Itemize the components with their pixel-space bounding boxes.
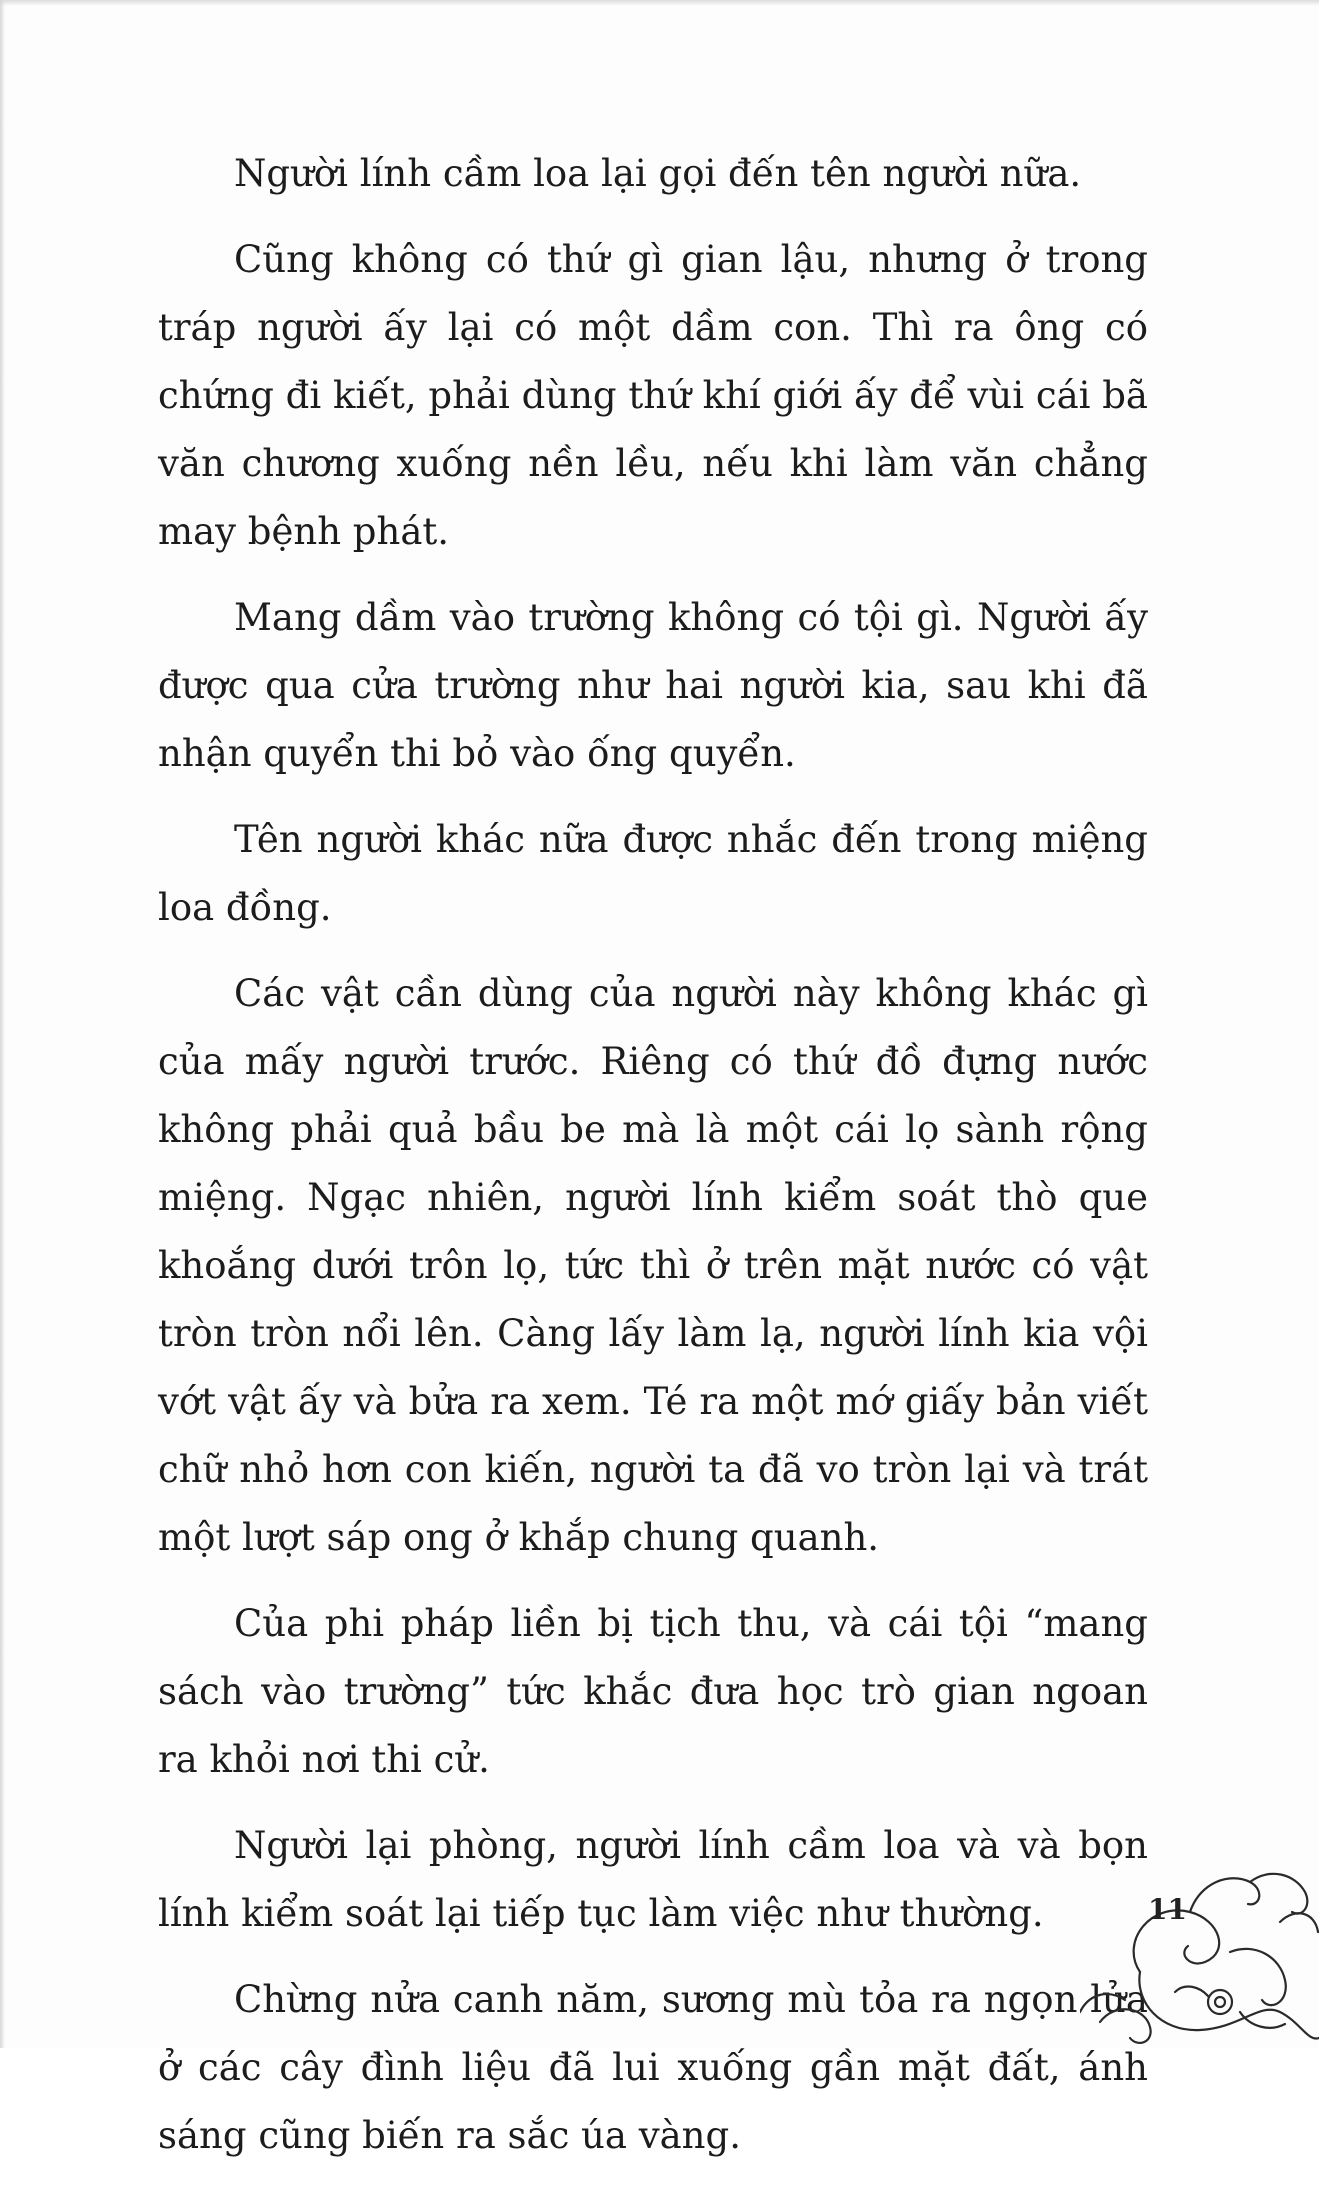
body-text — [158, 140, 1148, 2188]
paragraph-4: Tên người khác nữa được nhắc đến trong miệng loa đồng. — [158, 818, 1148, 929]
paragraph-3: Mang dầm vào trường không có tội gì. Người ấy được qua cửa trường như hai người kia, sau khi đã nhận quyển thi bỏ vào ống quyển. — [158, 596, 1148, 775]
page-number: 11 — [1148, 1893, 1187, 1926]
paragraph-6: Của phi pháp liền bị tịch thu, và cái tội “mang sách vào trường” tức khắc đưa học trò gian ngoan ra khỏi nơi thi cử. — [158, 1602, 1148, 1781]
paragraph-5: Các vật cần dùng của người này không khác gì của mấy người trước. Riêng có thứ đồ đựng nước không phải quả bầu be mà là một cái lọ sành rộng miệng. Ngạc nhiên, người lính kiểm soát thò que khoắng dưới trôn lọ, tức thì ở trên mặt nước có vật tròn tròn nổi lên. Càng lấy làm lạ, người lính kia vội vớt vật ấy và bửa ra xem. Té ra một mớ giấy bản viết chữ nhỏ hơn con kiến, người ta đã vo tròn lại và trát một lượt sáp ong ở khắp chung quanh. — [158, 972, 1148, 1559]
paragraph-7: Người lại phòng, người lính cầm loa và và bọn lính kiểm soát lại tiếp tục làm việc như thường. — [158, 1824, 1148, 1935]
scan-edge-left — [0, 0, 5, 2048]
scan-edge-top — [0, 0, 1319, 6]
floral-scroll-ornament-icon — [1080, 1862, 1319, 2048]
paragraph-8: Chừng nửa canh năm, sương mù tỏa ra ngọn lửa ở các cây đình liệu đã lui xuống gần mặt đất, ánh sáng cũng biến ra sắc úa vàng. — [158, 1978, 1148, 2157]
paragraph-2: Cũng không có thứ gì gian lậu, nhưng ở trong tráp người ấy lại có một dầm con. Thì ra ông có chứng đi kiết, phải dùng thứ khí giới ấy để vùi cái bã văn chương xuống nền lều, nếu khi làm văn chẳng may bệnh phát. — [158, 238, 1148, 553]
paragraph-1: Người lính cầm loa lại gọi đến tên người nữa. — [234, 152, 1082, 195]
